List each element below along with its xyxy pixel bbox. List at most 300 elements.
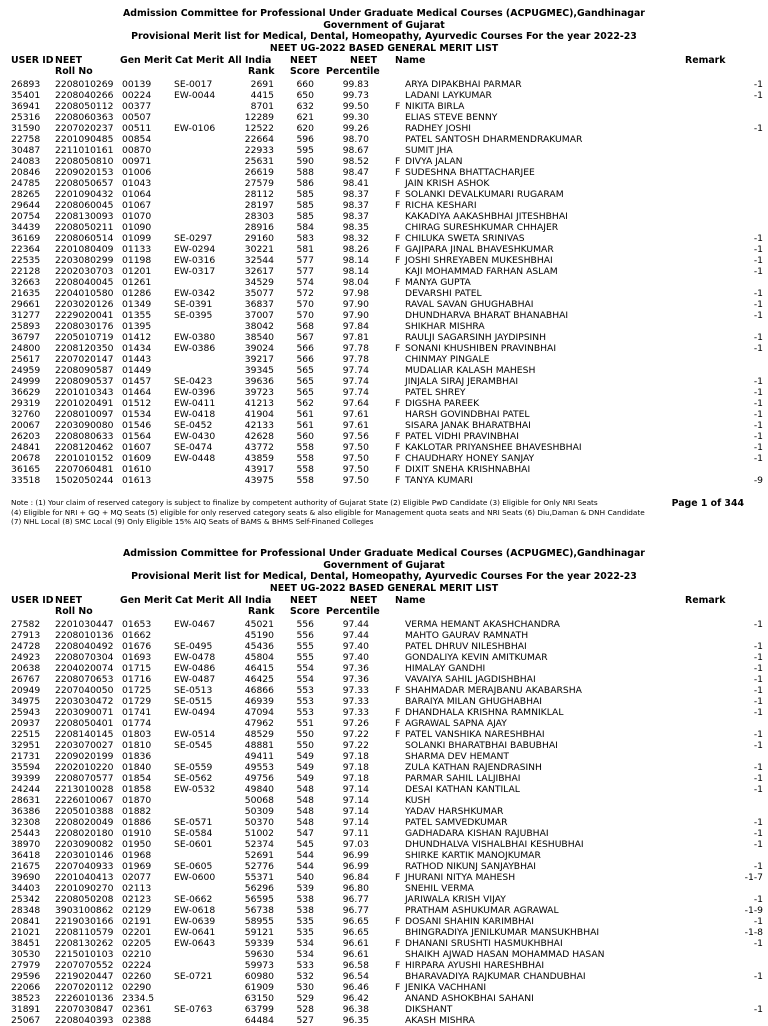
candidate-name: PATEL SHREY xyxy=(405,387,466,399)
neet-percentile: 97.74 xyxy=(342,387,369,399)
all-india-rank: 49553 xyxy=(244,762,274,774)
table-row xyxy=(0,134,768,145)
neet-percentile: 97.18 xyxy=(342,773,369,785)
all-india-rank: 39217 xyxy=(244,354,274,366)
table-row xyxy=(0,630,768,641)
table-row xyxy=(0,387,768,398)
candidate-name: DIVYA JALAN xyxy=(405,156,463,168)
candidate-name: PATEL SANTOSH DHARMENDRAKUMAR xyxy=(405,134,583,146)
gender-flag: F xyxy=(395,343,401,355)
candidate-name: KAKADIYA AAKASHBHAI JITESHBHAI xyxy=(405,211,568,223)
neet-percentile: 97.03 xyxy=(342,839,369,851)
remark: -1 xyxy=(753,729,763,741)
neet-score: 567 xyxy=(296,332,314,344)
all-india-rank: 41213 xyxy=(244,398,274,410)
user-id: 26203 xyxy=(11,431,41,443)
gen-merit: 01886 xyxy=(122,817,152,829)
gen-merit: 01729 xyxy=(122,696,152,708)
neet-percentile: 97.61 xyxy=(342,420,369,432)
col-neet-score-1: NEET xyxy=(290,595,318,607)
candidate-name: PATEL DHRUV NILESHBHAI xyxy=(405,641,527,653)
table-row xyxy=(0,475,768,486)
candidate-name: JENIKA VACHHANI xyxy=(405,982,487,994)
neet-roll-no: 2201030447 xyxy=(55,619,114,631)
gen-merit: 02201 xyxy=(122,927,152,939)
gen-merit: 01870 xyxy=(122,795,152,807)
table-row xyxy=(0,288,768,299)
table-row xyxy=(0,784,768,795)
remark: -1 xyxy=(753,740,763,752)
neet-roll-no: 2213010028 xyxy=(55,784,114,796)
neet-score: 565 xyxy=(296,365,314,377)
neet-score: 561 xyxy=(296,420,314,432)
all-india-rank: 29160 xyxy=(244,233,274,245)
user-id: 24800 xyxy=(11,343,41,355)
table-row xyxy=(0,145,768,156)
neet-percentile: 97.90 xyxy=(342,310,369,322)
merit-list-page-2 xyxy=(0,548,768,1026)
gender-flag: F xyxy=(395,101,401,113)
neet-percentile: 98.67 xyxy=(342,145,369,157)
col-all-india-2: Rank xyxy=(248,66,275,78)
cat-merit: SE-0395 xyxy=(174,310,213,322)
neet-percentile: 98.47 xyxy=(342,167,369,179)
all-india-rank: 38540 xyxy=(244,332,274,344)
all-india-rank: 47094 xyxy=(244,707,274,719)
cat-merit: SE-0721 xyxy=(174,971,213,983)
neet-roll-no: 2211010161 xyxy=(55,145,114,157)
neet-score: 554 xyxy=(296,674,314,686)
neet-percentile: 98.26 xyxy=(342,244,369,256)
col-neet-score-1: NEET xyxy=(290,55,318,67)
neet-roll-no: 2208140145 xyxy=(55,729,114,741)
neet-percentile: 99.83 xyxy=(342,79,369,91)
all-india-rank: 43917 xyxy=(244,464,274,476)
cat-merit: EW-0494 xyxy=(174,707,216,719)
cat-merit: EW-0514 xyxy=(174,729,216,741)
candidate-name: SHAIKH AJWAD HASAN MOHAMMAD HASAN xyxy=(405,949,605,961)
table-row xyxy=(0,751,768,762)
remark: -1 xyxy=(753,894,763,906)
remark: -1 xyxy=(753,916,763,928)
all-india-rank: 28916 xyxy=(244,222,274,234)
remark: -1 xyxy=(753,442,763,454)
table-row xyxy=(0,641,768,652)
user-id: 30530 xyxy=(11,949,41,961)
candidate-name: PATEL SAMVEDKUMAR xyxy=(405,817,508,829)
all-india-rank: 56296 xyxy=(244,883,274,895)
neet-percentile: 97.44 xyxy=(342,619,369,631)
gen-merit: 02191 xyxy=(122,916,152,928)
col-neet-score-2: Score xyxy=(290,606,320,618)
all-india-rank: 42628 xyxy=(244,431,274,443)
table-row xyxy=(0,255,768,266)
user-id: 32951 xyxy=(11,740,41,752)
cat-merit: EW-0342 xyxy=(174,288,216,300)
neet-percentile: 97.50 xyxy=(342,442,369,454)
cat-merit: EW-0294 xyxy=(174,244,216,256)
gen-merit: 00971 xyxy=(122,156,152,168)
neet-score: 577 xyxy=(296,255,314,267)
candidate-name: SHIKHAR MISHRA xyxy=(405,321,485,333)
user-id: 22535 xyxy=(11,255,41,267)
gen-merit: 01968 xyxy=(122,850,152,862)
gen-merit: 01725 xyxy=(122,685,152,697)
candidate-name: PATEL VIDHI PRAVINBHAI xyxy=(405,431,519,443)
cat-merit: EW-0478 xyxy=(174,652,216,664)
candidate-name: DEVARSHI PATEL xyxy=(405,288,482,300)
gen-merit: 01741 xyxy=(122,707,152,719)
neet-percentile: 97.18 xyxy=(342,751,369,763)
all-india-rank: 12522 xyxy=(244,123,274,135)
list-title: Provisional Merit list for Medical, Dental, Homeopathy, Ayurvedic Courses For the year 2022-23 xyxy=(131,571,637,583)
user-id: 21021 xyxy=(11,927,41,939)
user-id: 31277 xyxy=(11,310,41,322)
candidate-name: DIGSHA PAREEK xyxy=(405,398,480,410)
neet-percentile: 98.70 xyxy=(342,134,369,146)
candidate-name: SUMIT JHA xyxy=(405,145,453,157)
government-title: Government of Gujarat xyxy=(323,19,445,31)
neet-percentile: 97.14 xyxy=(342,806,369,818)
candidate-name: RAVAL SAVAN GHUGHABHAI xyxy=(405,299,534,311)
col-name: Name xyxy=(395,55,426,67)
cat-merit: EW-0600 xyxy=(174,872,216,884)
neet-roll-no: 2201040413 xyxy=(55,872,114,884)
gen-merit: 00377 xyxy=(122,101,152,113)
footnote-line: (7) NHL Local (8) SMC Local (9) Only Eligible 15% AIQ Seats of BAMS & BHMS Self-Finaned Colleges xyxy=(11,517,374,526)
neet-roll-no: 2208040266 xyxy=(55,90,114,102)
gen-merit: 01464 xyxy=(122,387,152,399)
table-row xyxy=(0,883,768,894)
user-id: 30487 xyxy=(11,145,41,157)
neet-roll-no: 2203080299 xyxy=(55,255,114,267)
neet-score: 553 xyxy=(296,696,314,708)
all-india-rank: 59630 xyxy=(244,949,274,961)
gen-merit: 01201 xyxy=(122,266,152,278)
neet-percentile: 99.73 xyxy=(342,90,369,102)
neet-roll-no: 2204020074 xyxy=(55,663,114,675)
all-india-rank: 56738 xyxy=(244,905,274,917)
neet-percentile: 97.40 xyxy=(342,652,369,664)
all-india-rank: 50068 xyxy=(244,795,274,807)
table-row xyxy=(0,244,768,255)
gen-merit: 02113 xyxy=(122,883,152,895)
gen-merit: 01395 xyxy=(122,321,152,333)
user-id: 34975 xyxy=(11,696,41,708)
candidate-name: SOLANKI BHARATBHAI BABUBHAI xyxy=(405,740,558,752)
table-row xyxy=(0,442,768,453)
gender-flag: F xyxy=(395,398,401,410)
neet-percentile: 98.35 xyxy=(342,222,369,234)
gen-merit: 02361 xyxy=(122,1004,152,1016)
remark: -1-7 xyxy=(744,872,763,884)
neet-percentile: 96.46 xyxy=(342,982,369,994)
list-subtitle: NEET UG-2022 BASED GENERAL MERIT LIST xyxy=(269,582,499,594)
user-id: 28631 xyxy=(11,795,41,807)
neet-percentile: 98.37 xyxy=(342,211,369,223)
footnote xyxy=(11,498,661,527)
cat-merit: EW-0317 xyxy=(174,266,216,278)
col-neet-roll-2: Roll No xyxy=(55,66,93,78)
all-india-rank: 63150 xyxy=(244,993,274,1005)
candidate-name: BHINGRADIYA JENILKUMAR MANSUKHBHAI xyxy=(405,927,600,939)
table-row xyxy=(0,167,768,178)
table-row xyxy=(0,79,768,90)
user-id: 26893 xyxy=(11,79,41,91)
col-cat-merit: Cat Merit xyxy=(175,595,224,607)
neet-percentile: 97.33 xyxy=(342,696,369,708)
col-all-india-1: All India xyxy=(228,55,272,67)
candidate-name: TANYA KUMARI xyxy=(405,475,473,487)
all-india-rank: 28303 xyxy=(244,211,274,223)
user-id: 36797 xyxy=(11,332,41,344)
all-india-rank: 43975 xyxy=(244,475,274,487)
neet-score: 534 xyxy=(296,949,314,961)
user-id: 25067 xyxy=(11,1015,41,1026)
neet-percentile: 97.81 xyxy=(342,332,369,344)
neet-percentile: 97.56 xyxy=(342,431,369,443)
neet-score: 650 xyxy=(296,90,314,102)
gen-merit: 01067 xyxy=(122,200,152,212)
all-india-rank: 28112 xyxy=(244,189,274,201)
candidate-name: YADAV HARSHKUMAR xyxy=(405,806,504,818)
gen-merit: 01090 xyxy=(122,222,152,234)
table-row xyxy=(0,1004,768,1015)
neet-percentile: 96.77 xyxy=(342,894,369,906)
gen-merit: 01716 xyxy=(122,674,152,686)
all-india-rank: 12289 xyxy=(244,112,274,124)
table-row xyxy=(0,938,768,949)
neet-score: 535 xyxy=(296,927,314,939)
gen-merit: 01457 xyxy=(122,376,152,388)
neet-score: 544 xyxy=(296,861,314,873)
all-india-rank: 61909 xyxy=(244,982,274,994)
remark: -1 xyxy=(753,398,763,410)
user-id: 20937 xyxy=(11,718,41,730)
gen-merit: 01534 xyxy=(122,409,152,421)
candidate-name: VAVAIYA SAHIL JAGDISHBHAI xyxy=(405,674,536,686)
neet-roll-no: 2208050208 xyxy=(55,894,114,906)
user-id: 29661 xyxy=(11,299,41,311)
gen-merit: 01676 xyxy=(122,641,152,653)
candidate-name: DIXIT SNEHA KRISHNABHAI xyxy=(405,464,531,476)
neet-percentile: 97.14 xyxy=(342,817,369,829)
neet-roll-no: 2208010136 xyxy=(55,630,114,642)
neet-roll-no: 2203020126 xyxy=(55,299,114,311)
gen-merit: 01099 xyxy=(122,233,152,245)
neet-score: 595 xyxy=(296,145,314,157)
neet-roll-no: 2208010097 xyxy=(55,409,114,421)
neet-percentile: 96.77 xyxy=(342,905,369,917)
col-all-india-1: All India xyxy=(228,595,272,607)
cat-merit: SE-0423 xyxy=(174,376,213,388)
candidate-name: KAKLOTAR PRIYANSHEE BHAVESHBHAI xyxy=(405,442,582,454)
candidate-name: JINJALA SIRAJ JERAMBHAI xyxy=(405,376,519,388)
cat-merit: EW-0487 xyxy=(174,674,216,686)
remark: -1 xyxy=(753,674,763,686)
neet-roll-no: 2208050211 xyxy=(55,222,114,234)
col-neet-pct-1: NEET xyxy=(350,595,378,607)
neet-percentile: 97.98 xyxy=(342,288,369,300)
user-id: 20949 xyxy=(11,685,41,697)
user-id: 22364 xyxy=(11,244,41,256)
remark: -1 xyxy=(753,409,763,421)
cat-merit: EW-0106 xyxy=(174,123,216,135)
candidate-name: VERMA HEMANT AKASHCHANDRA xyxy=(405,619,560,631)
gen-merit: 01006 xyxy=(122,167,152,179)
neet-percentile: 97.26 xyxy=(342,718,369,730)
neet-roll-no: 2201010343 xyxy=(55,387,114,399)
neet-percentile: 97.22 xyxy=(342,729,369,741)
user-id: 32760 xyxy=(11,409,41,421)
candidate-name: DESAI KATHAN KANTILAL xyxy=(405,784,520,796)
gen-merit: 01564 xyxy=(122,431,152,443)
gen-merit: 00870 xyxy=(122,145,152,157)
neet-percentile: 97.33 xyxy=(342,685,369,697)
user-id: 36386 xyxy=(11,806,41,818)
table-row xyxy=(0,343,768,354)
neet-percentile: 96.54 xyxy=(342,971,369,983)
neet-score: 556 xyxy=(296,619,314,631)
gender-flag: F xyxy=(395,916,401,928)
government-title: Government of Gujarat xyxy=(323,559,445,571)
all-india-rank: 64484 xyxy=(244,1015,274,1026)
remark: -1 xyxy=(753,839,763,851)
gen-merit: 01512 xyxy=(122,398,152,410)
neet-roll-no: 2208090587 xyxy=(55,365,114,377)
user-id: 38451 xyxy=(11,938,41,950)
cat-merit: SE-0391 xyxy=(174,299,213,311)
neet-roll-no: 2208020180 xyxy=(55,828,114,840)
user-id: 35594 xyxy=(11,762,41,774)
candidate-name: KAJI MOHAMMAD FARHAN ASLAM xyxy=(405,266,558,278)
gen-merit: 01449 xyxy=(122,365,152,377)
table-row xyxy=(0,619,768,630)
cat-merit: EW-0643 xyxy=(174,938,216,950)
candidate-name: MAHTO GAURAV RAMNATH xyxy=(405,630,529,642)
user-id: 24728 xyxy=(11,641,41,653)
neet-roll-no: 2207030847 xyxy=(55,1004,114,1016)
col-user-id: USER ID xyxy=(11,55,54,67)
cat-merit: EW-0467 xyxy=(174,619,216,631)
candidate-name: ELIAS STEVE BENNY xyxy=(405,112,498,124)
all-india-rank: 59339 xyxy=(244,938,274,950)
gen-merit: 02388 xyxy=(122,1015,152,1026)
neet-roll-no: 2201010152 xyxy=(55,453,114,465)
remark: -1 xyxy=(753,288,763,300)
user-id: 20638 xyxy=(11,663,41,675)
candidate-name: GADHADARA KISHAN RAJUBHAI xyxy=(405,828,549,840)
table-row xyxy=(0,453,768,464)
remark: -1 xyxy=(753,652,763,664)
all-india-rank: 48881 xyxy=(244,740,274,752)
page-number: Page 1 of 344 xyxy=(671,498,744,509)
neet-roll-no: 2208070653 xyxy=(55,674,114,686)
neet-score: 620 xyxy=(296,123,314,135)
gen-merit: 01610 xyxy=(122,464,152,476)
candidate-name: JHURANI NITYA MAHESH xyxy=(405,872,516,884)
remark: -1 xyxy=(753,387,763,399)
user-id: 24244 xyxy=(11,784,41,796)
candidate-name: CHILUKA SWETA SRINIVAS xyxy=(405,233,525,245)
user-id: 27582 xyxy=(11,619,41,631)
candidate-name: HIMALAY GANDHI xyxy=(405,663,486,675)
neet-percentile: 96.65 xyxy=(342,927,369,939)
cat-merit: SE-0513 xyxy=(174,685,213,697)
candidate-name: GAJIPARA JINAL BHAVESHKUMAR xyxy=(405,244,554,256)
all-india-rank: 39345 xyxy=(244,365,274,377)
neet-score: 550 xyxy=(296,729,314,741)
neet-roll-no: 2208010269 xyxy=(55,79,114,91)
neet-score: 621 xyxy=(296,112,314,124)
neet-roll-no: 2208050810 xyxy=(55,156,114,168)
table-row xyxy=(0,850,768,861)
neet-percentile: 97.18 xyxy=(342,762,369,774)
neet-roll-no: 2208020049 xyxy=(55,817,114,829)
all-india-rank: 48529 xyxy=(244,729,274,741)
neet-roll-no: 2208050657 xyxy=(55,178,114,190)
candidate-name: DHANDHALA KRISHNA RAMNIKLAL xyxy=(405,707,564,719)
neet-score: 533 xyxy=(296,960,314,972)
all-india-rank: 56595 xyxy=(244,894,274,906)
neet-percentile: 97.11 xyxy=(342,828,369,840)
neet-score: 555 xyxy=(296,652,314,664)
candidate-name: SHAHMADAR MERAJBANU AKABARSHA xyxy=(405,685,582,697)
gender-flag: F xyxy=(395,982,401,994)
cat-merit: SE-0545 xyxy=(174,740,213,752)
col-neet-roll-1: NEET xyxy=(55,55,83,67)
table-row xyxy=(0,354,768,365)
neet-score: 528 xyxy=(296,1004,314,1016)
neet-roll-no: 2207040933 xyxy=(55,861,114,873)
candidate-name: ARYA DIPAKBHAI PARMAR xyxy=(405,79,522,91)
user-id: 27913 xyxy=(11,630,41,642)
gender-flag: F xyxy=(395,707,401,719)
table-row xyxy=(0,431,768,442)
all-india-rank: 27579 xyxy=(244,178,274,190)
neet-percentile: 97.33 xyxy=(342,707,369,719)
gender-flag: F xyxy=(395,156,401,168)
user-id: 39690 xyxy=(11,872,41,884)
table-row xyxy=(0,905,768,916)
neet-score: 538 xyxy=(296,905,314,917)
neet-score: 534 xyxy=(296,938,314,950)
gender-flag: F xyxy=(395,255,401,267)
cat-merit: SE-0495 xyxy=(174,641,213,653)
remark: -1 xyxy=(753,244,763,256)
user-id: 38523 xyxy=(11,993,41,1005)
gender-flag: F xyxy=(395,938,401,950)
candidate-name: DHANANI SRUSHTI HASMUKHBHAI xyxy=(405,938,563,950)
neet-percentile: 97.36 xyxy=(342,663,369,675)
neet-score: 590 xyxy=(296,156,314,168)
neet-roll-no: 2208040492 xyxy=(55,641,114,653)
neet-roll-no: 1502050244 xyxy=(55,475,114,487)
all-india-rank: 28197 xyxy=(244,200,274,212)
gender-flag: F xyxy=(395,729,401,741)
neet-score: 550 xyxy=(296,740,314,752)
cat-merit: EW-0532 xyxy=(174,784,216,796)
neet-roll-no: 2201090270 xyxy=(55,883,114,895)
all-india-rank: 45804 xyxy=(244,652,274,664)
footnote-line: Note : (1) Your claim of reserved category is subject to finalize by competent authority of Gujarat State (2) Eligible PwD Candidate (3) Eligible for Only NRI Seats xyxy=(11,498,598,507)
neet-percentile: 96.38 xyxy=(342,1004,369,1016)
gen-merit: 01043 xyxy=(122,178,152,190)
all-india-rank: 34529 xyxy=(244,277,274,289)
user-id: 25342 xyxy=(11,894,41,906)
neet-score: 544 xyxy=(296,850,314,862)
neet-score: 554 xyxy=(296,663,314,675)
